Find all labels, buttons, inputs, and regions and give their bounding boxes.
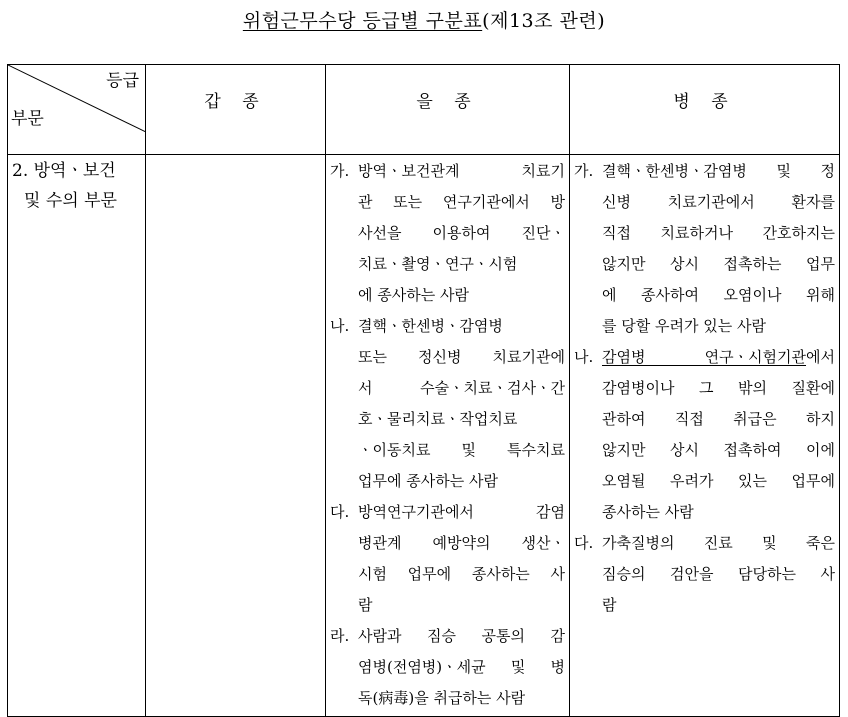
byeong-cell [570,155,840,717]
item-line: 방역ㆍ보건관계 치료기 [358,162,565,180]
grade-table [7,64,840,717]
item-line: 가축질병의 진료 및 죽은 [602,534,835,552]
item-line: 감염병이나 그 밖의 질환에 [602,379,835,397]
item-mark: 나. [330,317,350,335]
item-line: 를 당할 우려가 있는 사람 [602,317,766,335]
eul-item [330,311,565,497]
item-text [358,311,565,497]
gap-cell [146,155,326,717]
item-line: 결핵ㆍ한센병ㆍ감염병 [358,317,503,335]
item-line [602,342,835,373]
section-cell [8,155,146,717]
item-line: 호ㆍ물리치료ㆍ작업치료 [358,410,518,428]
item-mark: 라. [330,627,350,645]
eul-item [330,621,565,714]
item-line: 서 수술ㆍ치료ㆍ검사ㆍ간 [358,379,565,397]
item-line: 사람과 짐승 공통의 감 [358,627,565,645]
item-line: 관 또는 연구기관에서 방 [358,193,565,211]
item-line: 직접 치료하거나 간호하지는 [602,224,835,242]
item-text [358,156,565,311]
item-mark: 다. [574,534,594,552]
item-text [602,528,835,621]
item-text [602,342,835,528]
item-line: 않지만 상시 접촉하여 이에 [602,441,835,459]
item-text [358,497,565,621]
item-line: 치료ㆍ촬영ㆍ연구ㆍ시험 [358,255,518,273]
section-row [8,155,840,717]
item-mark: 가. [330,162,350,180]
item-line-rest: 에서 [806,348,835,366]
byeong-item [574,342,835,528]
item-line: 람 [602,596,617,614]
col-header-gap: 갑 종 [146,65,326,155]
item-mark: 나. [574,348,594,366]
header-row [8,65,840,155]
underlined-term: 감염병 연구ㆍ시험기관 [602,348,807,366]
corner-dept-label: 부문 [11,109,44,129]
item-line: 짐승의 검안을 담당하는 사 [602,565,835,583]
corner-cell [8,65,146,155]
eul-cell [326,155,570,717]
item-line: 독(病毒)을 취급하는 사람 [358,689,526,707]
item-line: 사선을 이용하여 진단ㆍ [358,224,565,242]
item-line: 에 종사하여 오염이나 위해 [602,286,835,304]
item-text [358,621,565,714]
col-header-byeong: 병 종 [570,65,840,155]
item-text [602,156,835,342]
item-line: 신병 치료기관에서 환자를 [602,193,835,211]
byeong-list [574,156,835,621]
title-main: 위험근무수당 등급별 구분표 [242,10,483,32]
item-mark: 가. [574,162,594,180]
item-line: 람 [358,596,373,614]
section-line2: 및 수의 부문 [24,191,117,211]
page-title [0,6,848,33]
item-line: 방역연구기관에서 감염 [358,503,565,521]
item-line: 염병(전염병)ㆍ세균 및 병 [358,658,565,676]
section-line1: 2. 방역ㆍ보건 [12,161,116,181]
item-line: 않지만 상시 접촉하는 업무 [602,255,835,273]
item-line: 결핵ㆍ한센병ㆍ감염병 및 정 [602,162,835,180]
item-line: 또는 정신병 치료기관에 [358,348,565,366]
eul-list [330,156,565,714]
item-line: 에 종사하는 사람 [358,286,469,304]
item-line: 업무에 종사하는 사람 [358,472,498,490]
item-line: 오염될 우려가 있는 업무에 [602,472,835,490]
item-mark: 다. [330,503,350,521]
byeong-item [574,156,835,342]
item-line: ㆍ이동치료 및 특수치료 [358,441,565,459]
item-line: 관하여 직접 취급은 하지 [602,410,835,428]
eul-item [330,156,565,311]
item-line: 종사하는 사람 [602,503,694,521]
col-header-eul: 을 종 [326,65,570,155]
item-line: 시험 업무에 종사하는 사 [358,565,565,583]
eul-item [330,497,565,621]
title-suffix: (제13조 관련) [482,10,606,32]
byeong-item [574,528,835,621]
corner-grade-label: 등급 [106,71,139,91]
item-line: 병관계 예방약의 생산ㆍ [358,534,565,552]
